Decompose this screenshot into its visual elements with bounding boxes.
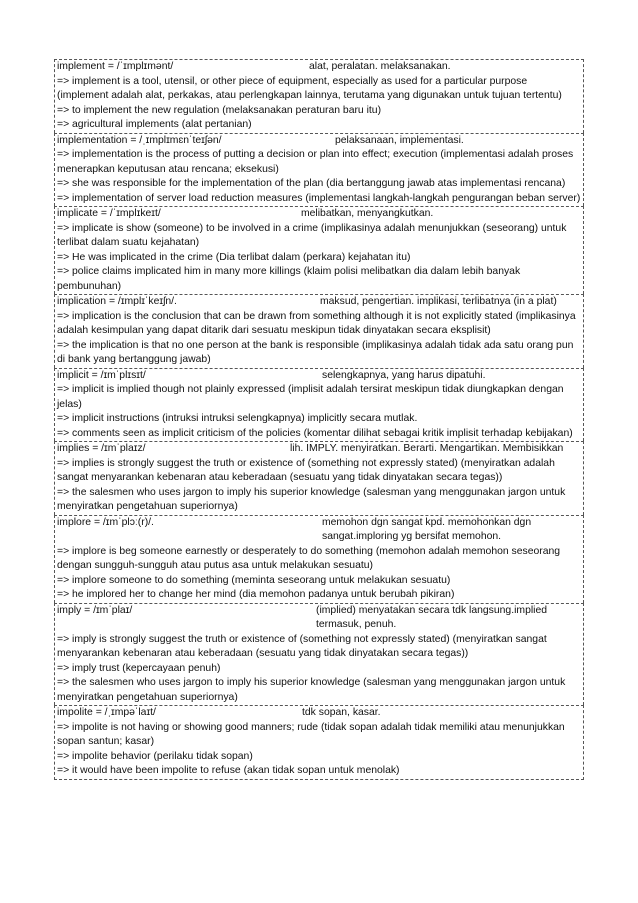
dictionary-entry [54, 294, 584, 368]
dictionary-entry [54, 515, 584, 603]
translation: tdk sopan, kasar. [302, 707, 381, 718]
entry-heading [57, 60, 581, 75]
example-line: => the salesmen who uses jargon to imply his superior knowledge (salesman yang menggunakan jargon untuk menyiratkan pengetahuan superiornya) [57, 677, 566, 703]
example-line: => to implement the new regulation (melaksanakan peraturan baru itu) [57, 104, 382, 116]
example-line: => the salesmen who uses jargon to imply his superior knowledge (salesman yang menggunakan jargon untuk menyiratkan pengetahuan superiornya) [57, 486, 566, 512]
translation: alat, peralatan. melaksanakan. [309, 61, 451, 72]
entry-heading [57, 604, 581, 633]
example-line: => implement is a tool, utensil, or other piece of equipment, especially as used for a particular purpose (implement adalah alat, perkakas, atau perlengkapan lainnya, terutama yang digunakan untuk tujuan tertentu) [57, 75, 562, 101]
example-line: => implore is beg someone earnestly or desperately to do something (memohon adalah memohon seseorang dengan sungguh-sungguh atau putus asa untuk melakukan sesuatu) [57, 545, 561, 571]
translation: (implied) menyatakan secara tdk langsung.implied termasuk, penuh. [316, 604, 548, 630]
dictionary-sheet [54, 59, 584, 780]
dictionary-entry [54, 705, 584, 780]
entry-heading [57, 706, 581, 721]
dictionary-entry [54, 59, 584, 133]
dictionary-entry [54, 441, 584, 515]
example-line: => implication is the conclusion that can be drawn from something although it is not explicitly stated (implikasinya adalah kesimpulan yang dapat ditarik dari sesuatu meskipun tidak dinyatakan secara eksplisit) [57, 310, 576, 336]
headword: implore = /ɪmˈplɔː(r)/. [57, 516, 154, 528]
translation: pelaksanaan, implementasi. [335, 134, 464, 146]
example-line: => implementation is the process of putting a decision or plan into effect; execution (implementasi adalah proses menerapkan keputusan atau rencana; eksekusi) [57, 149, 574, 175]
translation: maksud, pengertian. implikasi, terlibatnya (in a plat) [320, 296, 557, 307]
dictionary-entry [54, 368, 584, 442]
translation: memohon dgn sangat kpd. memohonkan dgn sangat.imploring yg bersifat memohon. [322, 516, 532, 542]
example-line: => police claims implicated him in many more killings (klaim polisi melibatkan dia dalam lebih banyak pembunuhan) [57, 266, 521, 292]
headword: impolite = /ˌɪmpəˈlaɪt/ [57, 707, 156, 718]
example-line: => it would have been impolite to refuse (akan tidak sopan untuk menolak) [57, 765, 400, 776]
entry-heading [57, 516, 581, 545]
headword: imply = /ɪmˈplaɪ/ [57, 604, 133, 616]
headword: implicate = /ˈɪmplɪkeɪt/ [57, 208, 161, 219]
example-line: => impolite is not having or showing good manners; rude (tidak sopan adalah tidak memiliki atau menunjukkan sopan santun; kasar) [57, 721, 565, 747]
headword: implicit = /ɪmˈplɪsɪt/ [57, 369, 146, 381]
entry-heading [57, 295, 581, 310]
example-line: => implore someone to do something (meminta seseorang untuk melakukan sesuatu) [57, 574, 451, 586]
translation: melibatkan, menyangkutkan. [301, 208, 434, 219]
example-line: => the implication is that no one person at the bank is responsible (implikasinya adalah tidak ada satu orang pun di bank yang bertanggung jawab) [57, 339, 574, 365]
headword: implication = /ɪmplɪˈkeɪʃn/. [57, 296, 177, 307]
headword: implies = /ɪmˈplaɪz/ [57, 443, 146, 454]
dictionary-entry [54, 603, 584, 706]
headword: implementation = /ˌɪmplɪmɛnˈteɪʃən/ [57, 134, 222, 146]
example-line: => she was responsible for the implementation of the plan (dia bertanggung jawab atas implementasi rencana) [57, 178, 566, 189]
example-line: => implementation of server load reduction measures (implementasi langkah-langkah pengurangan beban server) [57, 192, 581, 204]
example-line: => agricultural implements (alat pertanian) [57, 119, 252, 130]
entry-heading [57, 134, 581, 149]
entry-heading [57, 207, 581, 222]
example-line: => comments seen as implicit criticism of the policies (komentar dilihat sebagai kritik implisit terhadap kebijakan) [57, 427, 573, 439]
example-line: => implies is strongly suggest the truth or existence of (something not expressly stated) (menyiratkan adalah sangat menyarankan kebenaran atau keberadaan (sesuatu yang tidak dinyatakan secara tegas)) [57, 457, 555, 483]
headword: implement = /ˈɪmplɪmənt/ [57, 61, 174, 72]
example-line: => He was implicated in the crime (Dia terlibat dalam (perkara) kejahatan itu) [57, 251, 411, 263]
example-line: => he implored her to change her mind (dia memohon padanya untuk berubah pikiran) [57, 589, 455, 600]
dictionary-entry [54, 133, 584, 207]
example-line: => implicit is implied though not plainly expressed (implisit adalah tersirat meskipun tidak diungkapkan dengan jelas) [57, 384, 564, 410]
translation: lih. IMPLY. menyiratkan. Berarti. Mengartikan. Membisikkan [290, 443, 564, 454]
example-line: => imply is strongly suggest the truth or existence of (something not expressly stated) (menyiratkan sangat menyarankan kebenaran atau keberadaan (sesuatu yang tidak dinyatakan secara tegas)) [57, 633, 547, 659]
example-line: => implicit instructions (intruksi intruksi selengkapnya) implicitly secara mutlak. [57, 413, 418, 424]
dictionary-entry [54, 206, 584, 294]
example-line: => imply trust (kepercayaan penuh) [57, 662, 221, 674]
example-line: => impolite behavior (perilaku tidak sopan) [57, 750, 253, 762]
example-line: => implicate is show (someone) to be involved in a crime (implikasinya adalah menunjukkan (seseorang) untuk terlibat dalam suatu kejahatan) [57, 222, 567, 248]
entry-heading [57, 369, 581, 384]
entry-heading [57, 442, 581, 457]
translation: selengkapnya, yang harus dipatuhi. [322, 369, 486, 381]
